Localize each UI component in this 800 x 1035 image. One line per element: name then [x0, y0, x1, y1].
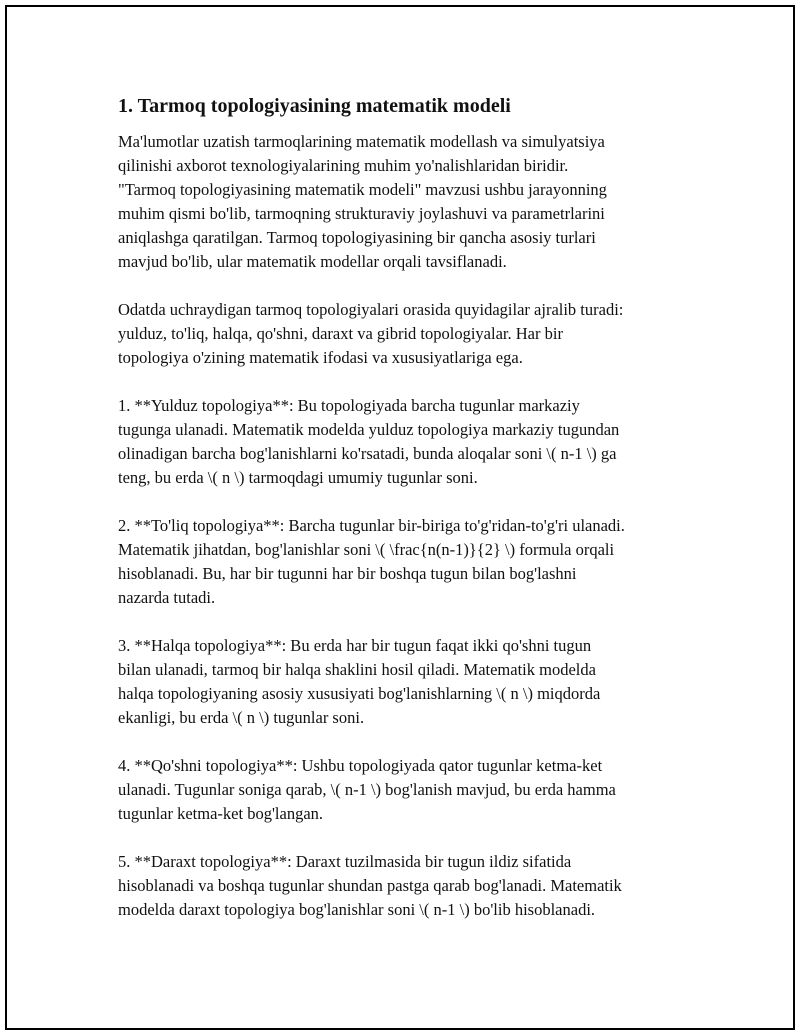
text-line: aniqlashga qaratilgan. Tarmoq topologiyasining bir qancha asosiy turlari — [118, 228, 596, 247]
paragraph — [118, 634, 698, 730]
paragraph — [118, 754, 698, 826]
text-line: mavjud bo'lib, ular matematik modellar orqali tavsiflanadi. — [118, 252, 507, 271]
text-line: Odatda uchraydigan tarmoq topologiyalari orasida quyidagilar ajralib turadi: — [118, 300, 624, 319]
paragraph-list — [118, 130, 698, 922]
paragraph — [118, 130, 698, 274]
text-line: modelda daraxt topologiya bog'lanishlar soni \( n-1 \) bo'lib hisoblanadi. — [118, 900, 596, 919]
text-line: nazarda tutadi. — [118, 588, 216, 607]
text-line: 2. **To'liq topologiya**: Barcha tugunlar bir-biriga to'g'ridan-to'g'ri ulanadi. — [118, 516, 625, 535]
text-line: bilan ulanadi, tarmoq bir halqa shaklini hosil qiladi. Matematik modelda — [118, 660, 596, 679]
text-line: tugunga ulanadi. Matematik modelda yulduz topologiya markaziy tugundan — [118, 420, 620, 439]
document-body — [118, 92, 698, 946]
text-line: tugunlar ketma-ket bog'langan. — [118, 804, 324, 823]
text-line: olinadigan barcha bog'lanishlarni ko'rsatadi, bunda aloqalar soni \( n-1 \) ga — [118, 444, 617, 463]
paragraph — [118, 514, 698, 610]
paragraph — [118, 394, 698, 490]
text-line: teng, bu erda \( n \) tarmoqdagi umumiy tugunlar soni. — [118, 468, 478, 487]
document-title: 1. Tarmoq topologiyasining matematik modeli — [118, 95, 511, 117]
text-line: qilinishi axborot texnologiyalarining muhim yo'nalishlaridan biridir. — [118, 156, 569, 175]
text-line: yulduz, to'liq, halqa, qo'shni, daraxt va gibrid topologiyalar. Har bir — [118, 324, 563, 343]
text-line: ulanadi. Tugunlar soniga qarab, \( n-1 \) bog'lanish mavjud, bu erda hamma — [118, 780, 616, 799]
text-line: halqa topologiyaning asosiy xususiyati bog'lanishlarning \( n \) miqdorda — [118, 684, 601, 703]
text-line: 4. **Qo'shni topologiya**: Ushbu topologiyada qator tugunlar ketma-ket — [118, 756, 603, 775]
text-line: Matematik jihatdan, bog'lanishlar soni \( \frac{n(n-1)}{2} \) formula orqali — [118, 540, 615, 559]
text-line: topologiya o'zining matematik ifodasi va xususiyatlariga ega. — [118, 348, 523, 367]
text-line: 3. **Halqa topologiya**: Bu erda har bir tugun faqat ikki qo'shni tugun — [118, 636, 592, 655]
text-line: 5. **Daraxt topologiya**: Daraxt tuzilmasida bir tugun ildiz sifatida — [118, 852, 572, 871]
paragraph — [118, 298, 698, 370]
text-line: hisoblanadi va boshqa tugunlar shundan pastga qarab bog'lanadi. Matematik — [118, 876, 622, 895]
paragraph — [118, 850, 698, 922]
text-line: ekanligi, bu erda \( n \) tugunlar soni. — [118, 708, 365, 727]
text-line: 1. **Yulduz topologiya**: Bu topologiyada barcha tugunlar markaziy — [118, 396, 580, 415]
text-line: "Tarmoq topologiyasining matematik modeli" mavzusi ushbu jarayonning — [118, 180, 607, 199]
text-line: Ma'lumotlar uzatish tarmoqlarining matematik modellash va simulyatsiya — [118, 132, 605, 151]
text-line: muhim qismi bo'lib, tarmoqning strukturaviy joylashuvi va parametrlarini — [118, 204, 605, 223]
text-line: hisoblanadi. Bu, har bir tugunni har bir boshqa tugun bilan bog'lashni — [118, 564, 577, 583]
